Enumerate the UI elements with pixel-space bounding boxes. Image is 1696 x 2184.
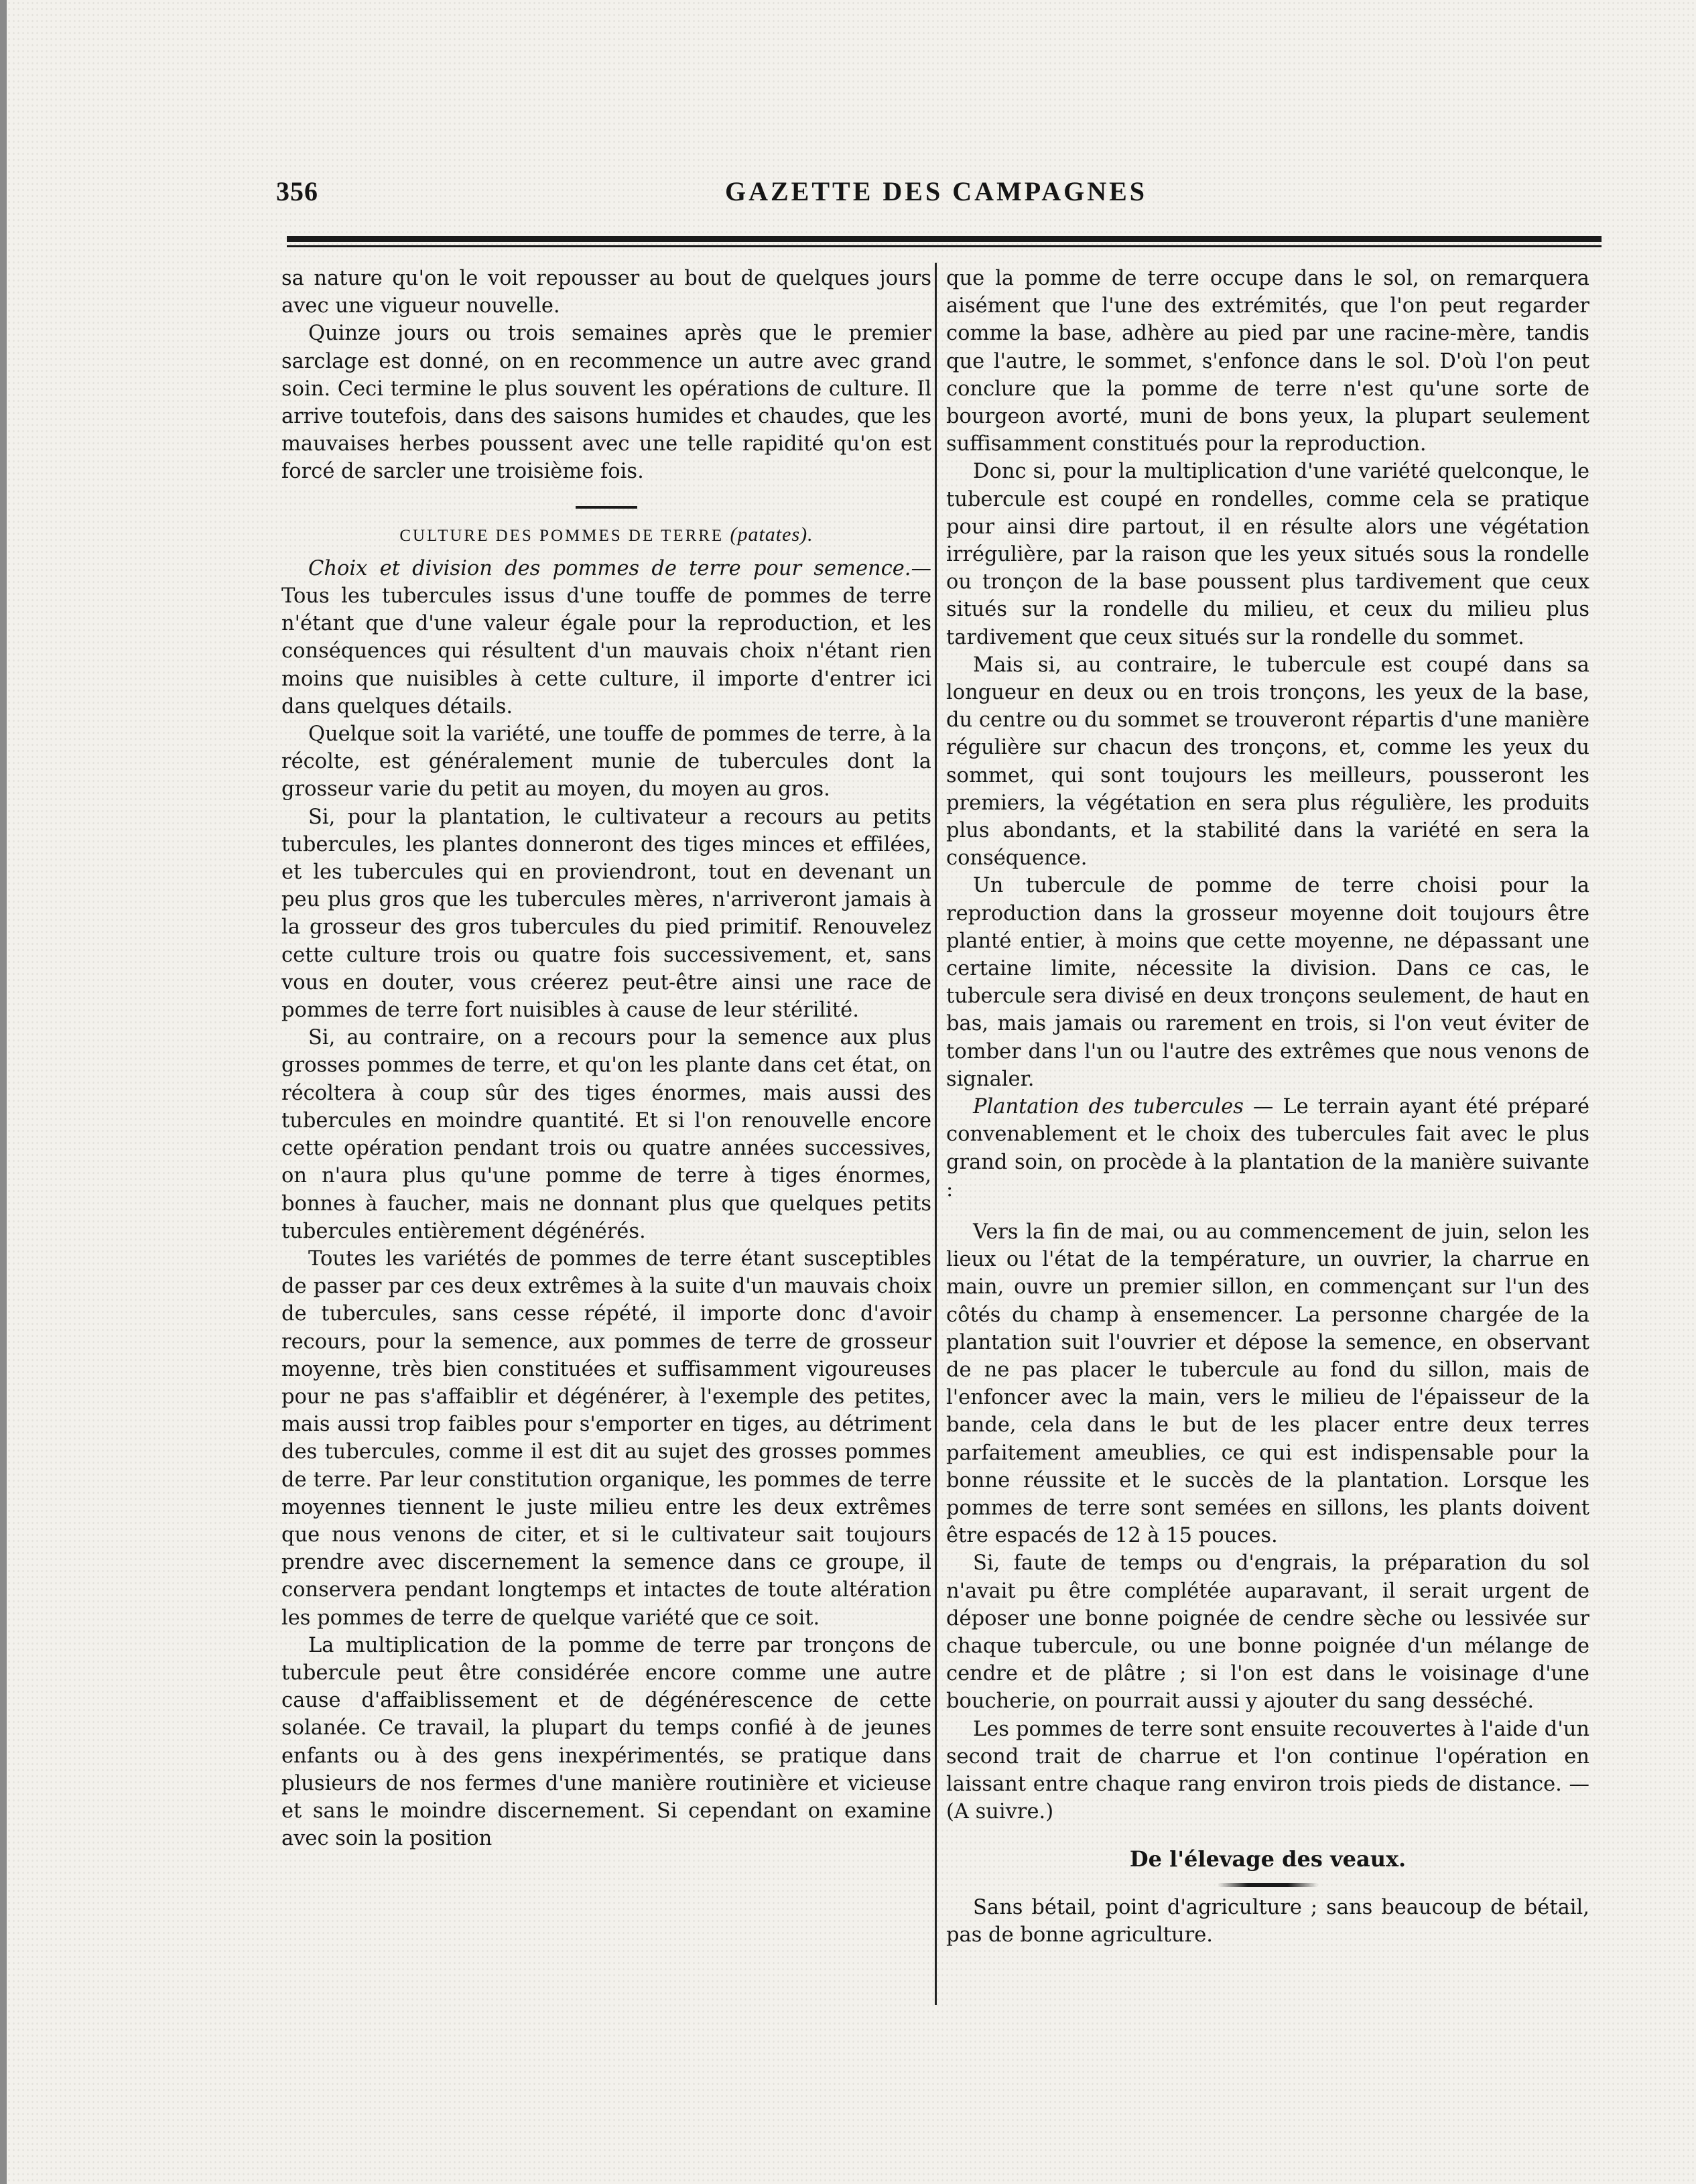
paragraph: Quelque soit la variété, une touffe de pommes de terre, à la récolte, est généralement munie de tubercules dont la grosseur varie du petit au moyen, du moyen au gros. <box>281 722 931 801</box>
paragraph: Sans bétail, point d'agriculture ; sans beaucoup de bétail, pas de bonne agriculture. <box>946 1895 1589 1947</box>
paragraph-text: Le terrain ayant été préparé convenablement et le choix des tubercules fait avec le plus grand soin, on procède à la plantation de la manière suivante : <box>946 1095 1590 1202</box>
paragraph <box>946 1093 1589 1204</box>
paragraph: Mais si, au contraire, le tubercule est coupé dans sa longueur en deux ou en trois tronçons, les yeux de la base, du centre ou du sommet se trouveront répartis d'une manière régulière sur chacun des tronçons, et, comme les yeux du sommet, qui sont toujours les meilleurs, pousseront les premiers, la végétation en sera plus régulière, les produits plus abondants, et la stabilité dans la variété en sera la conséquence. <box>946 653 1589 871</box>
section-title-paren: (patates). <box>730 523 813 545</box>
paragraph: Un tubercule de pomme de terre choisi pour la reproduction dans la grosseur moyenne doit toujours être planté entier, à moins que cette moyenne, ne dépassant une certaine limite, nécessite la division. Dans ce cas, le tubercule sera divisé en deux tronçons seulement, de haut en bas, mais jamais ou rarement en trois, si l'on veut éviter de tomber dans l'un ou l'autre des extrêmes que nous venons de signaler. <box>946 874 1589 1091</box>
paragraph: Vers la fin de mai, ou au commencement de juin, selon les lieux ou l'état de la température, un ouvrier, la charrue en main, ouvre un premier sillon, en commençant sur l'un des côtés du champ à ensemencer. La personne chargée de la plantation suit l'ouvrier et dépose la semence, en observant de ne pas placer le tubercule au fond du sillon, mais de l'enfoncer avec la main, vers le milieu de l'épaisseur de la bande, cela dans le but de les placer entre deux terres parfaitement ameublies, ce qui est indispensable pour la bonne réussite et le succès de la plantation. Lorsque les pommes de terre sont semées en sillons, les plants doivent être espacés de 12 à 15 pouces. <box>946 1220 1589 1548</box>
paragraph: que la pomme de terre occupe dans le sol, on remarquera aisément que l'une des extrémités, que l'on peut regarder comme la base, adhère au pied par une racine-mère, tandis que l'autre, le sommet, s'enfonce dans le sol. D'où l'on peut conclure que la pomme de terre n'est qu'une sorte de bourgeon avorté, muni de bons yeux, la plupart seulement suffisamment constitués pour la reproduction. <box>946 267 1589 456</box>
left-column <box>281 265 931 1852</box>
paragraph: Si, faute de temps ou d'engrais, la préparation du sol n'avait pu être complétée auparavant, il serait urgent de déposer une bonne poignée de cendre sèche ou lessivée sur chaque tubercule, ou une bonne poignée d'un mélange de cendre et de plâtre ; si l'on est dans le voisinage d'une boucherie, on pourrait aussi y ajouter du sang desséché. <box>946 1551 1589 1714</box>
running-title: GAZETTE DES CAMPAGNES <box>724 176 1147 206</box>
right-column <box>946 265 1589 1949</box>
runin-heading: Choix et division des pommes de terre pour semence.— <box>308 556 931 580</box>
section-title <box>281 521 931 550</box>
header-rule-thick <box>287 236 1602 242</box>
spacer <box>946 1204 1589 1218</box>
paragraph-text: Tous les tubercules issus d'une touffe de pommes de terre n'étant que d'une valeur égale pour la reproduction, et les conséquences qui résultent d'un mauvais choix n'étant rien moins que nuisibles à cette culture, il importe d'entrer ici dans quelques détails. <box>281 584 931 718</box>
runin-heading: Plantation des tubercules — <box>973 1095 1274 1119</box>
paragraph: La multiplication de la pomme de terre par tronçons de tubercule peut être considérée encore comme une autre cause d'affaiblissement et de dégénérescence de cette solanée. Ce travail, la plupart du temps confié à de jeunes enfants ou à des gens inexpérimentés, se pratique dans plusieurs de nos fermes d'une manière routinière et vicieuse et sans le moindre discernement. Si cependant on examine avec soin la position <box>281 1633 931 1851</box>
header-rule-thin <box>287 245 1602 247</box>
paragraph: Les pommes de terre sont ensuite recouvertes à l'aide d'un second trait de charrue et l'on continue l'opération en laissant entre chaque rang environ trois pieds de distance. — (A suivre.) <box>946 1717 1589 1824</box>
section-title-text: CULTURE DES POMMES DE TERRE <box>399 526 724 545</box>
section-rule <box>576 506 637 509</box>
ornament-dash <box>1218 1883 1318 1887</box>
paragraph: Donc si, pour la multiplication d'une variété quelconque, le tubercule est coupé en rondelles, comme cela se pratique pour ainsi dire partout, il en résulte alors une végétation irrégulière, par la raison que les yeux situés sous la rondelle ou tronçon de la base poussent plus tardivement que ceux situés sur la rondelle du milieu, et ceux du milieu plus tardivement que ceux situés sur la rondelle du sommet. <box>946 460 1589 649</box>
paragraph: Toutes les variétés de pommes de terre étant susceptibles de passer par ces deux extrêmes à la suite d'un mauvais choix de tubercules, sans cesse répété, il importe donc d'avoir recours, pour la semence, aux pommes de terre de grosseur moyenne, très bien constituées et suffisamment vigoureuses pour ne pas s'affaiblir et dégénérer, à l'exemple des petites, mais aussi trop faibles pour s'emporter en tiges, au détriment des tubercules, comme il est dit au sujet des grosses pommes de terre. Par leur constitution organique, les pommes de terre moyennes tiennent le juste milieu entre les deux extrêmes que nous venons de citer, et si le cultivateur sait toujours prendre avec discernement la semence dans ce groupe, il conservera pendant longtemps et intactes de toute altération les pommes de terre de quelque variété que ce soit. <box>281 1246 931 1630</box>
page-number: 356 <box>276 176 318 206</box>
paragraph: Quinze jours ou trois semaines après que le premier sarclage est donné, on en recommence un autre avec grand soin. Ceci termine le plus souvent les opérations de culture. Il arrive toutefois, dans des saisons humides et chaudes, que les mauvaises herbes poussent avec une telle rapidité qu'on est forcé de sarcler une troisième fois. <box>281 322 931 484</box>
column-divider <box>935 263 937 2005</box>
page-header <box>276 176 1596 216</box>
paragraph: sa nature qu'on le voit repousser au bout de quelques jours avec une vigueur nouvelle. <box>281 267 931 318</box>
section-title: De l'élevage des veaux. <box>1129 1846 1407 1872</box>
paragraph: Si, au contraire, on a recours pour la semence aux plus grosses pommes de terre, et qu'on les plante dans cet état, on récoltera à coup sûr des tiges énormes, mais aussi des tubercules en moindre quantité. Et si l'on renouvelle encore cette opération pendant trois ou quatre années successives, on n'aura plus qu'une pomme de terre à tiges énormes, bonnes à faucher, mais ne donnant plus que quelques petits tubercules entièrement dégénérés. <box>281 1026 931 1243</box>
paragraph <box>281 555 931 720</box>
paragraph: Si, pour la plantation, le cultivateur a recours au petits tubercules, les plantes donneront des tiges minces et effilées, et les tubercules qui en proviendront, tout en devenant un peu plus gros que les tubercules mères, n'arriveront jamais à la grosseur des gros tubercules du pied primitif. Renouvelez cette culture trois ou quatre fois successivement, et, sans vous en douter, vous créerez peut-être ainsi une race de pommes de terre fort nuisibles à cause de leur stérilité. <box>281 805 931 1023</box>
